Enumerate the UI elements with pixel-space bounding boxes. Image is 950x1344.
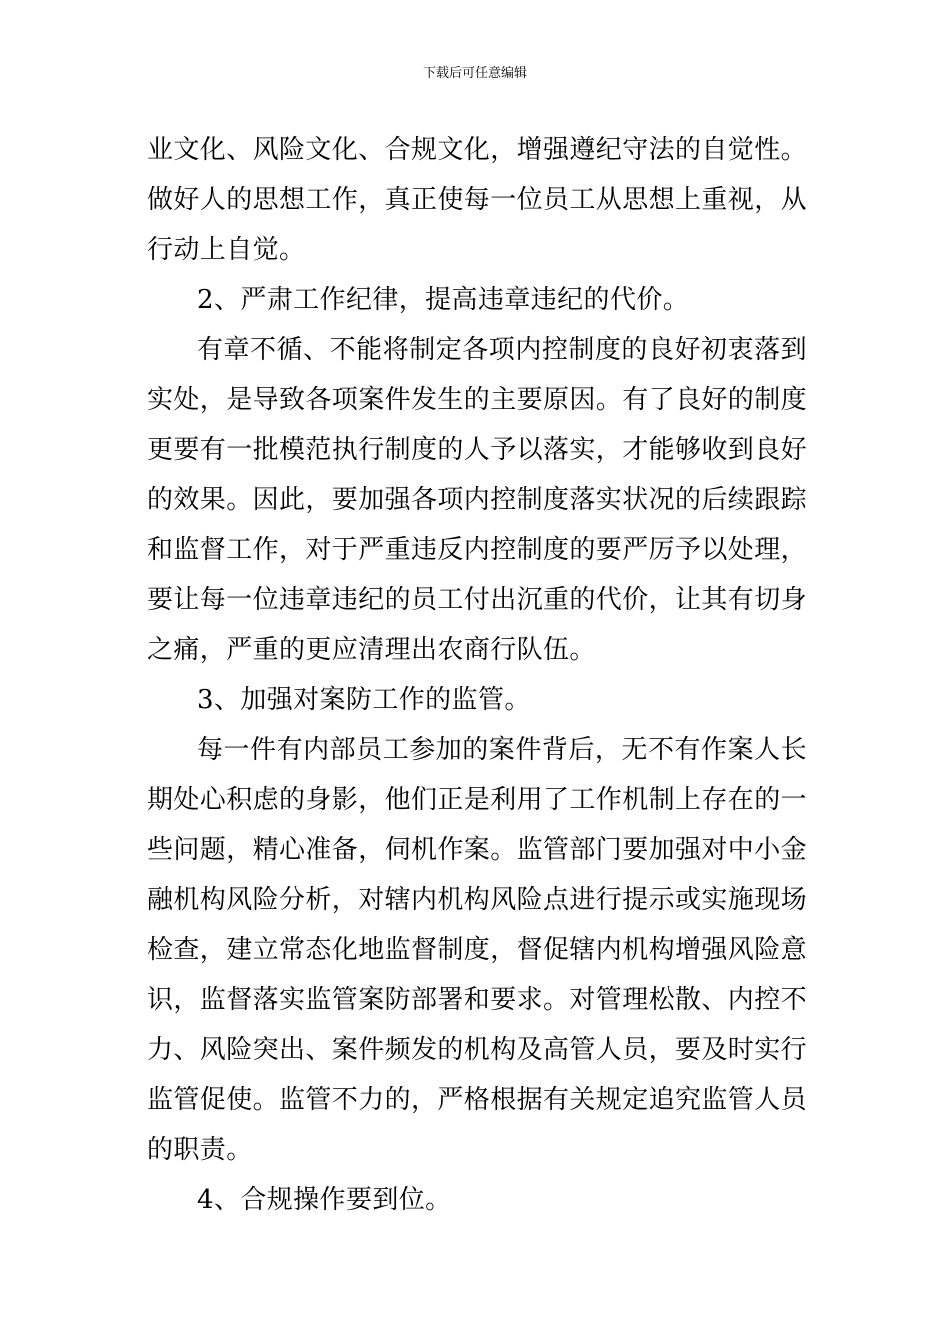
- text-line: 期处心积虑的身影，他们正是利用了工作机制上存在的一: [147, 785, 808, 815]
- text-line: 融机构风险分析，对辖内机构风险点进行提示或实施现场: [147, 885, 808, 915]
- text-line: 要让每一位违章违纪的员工付出沉重的代价，让其有切身: [147, 585, 808, 615]
- text-line: 行动上自觉。: [147, 235, 306, 265]
- section-heading: 2、严肃工作纪律，提高违章违纪的代价。: [197, 285, 690, 315]
- text-line: 实处，是导致各项案件发生的主要原因。有了良好的制度: [147, 385, 808, 415]
- text-line: 的效果。因此，要加强各项内控制度落实状况的后续跟踪: [147, 485, 808, 515]
- text-line: 业文化、风险文化、合规文化，增强遵纪守法的自觉性。: [147, 135, 808, 165]
- text-line: 每一件有内部员工参加的案件背后，无不有作案人长: [197, 735, 807, 765]
- text-line: 检查，建立常态化地监督制度，督促辖内机构增强风险意: [147, 935, 808, 965]
- text-line: 的职责。: [147, 1135, 253, 1165]
- section-heading: 3、加强对案防工作的监管。: [197, 685, 531, 715]
- section-heading: 4、合规操作要到位。: [197, 1185, 452, 1215]
- text-line: 些问题，精心准备，伺机作案。监管部门要加强对中小金: [147, 835, 808, 865]
- page-header: 下载后可任意编辑: [422, 66, 527, 81]
- text-line: 识，监督落实监管案防部署和要求。对管理松散、内控不: [147, 985, 808, 1015]
- text-line: 有章不循、不能将制定各项内控制度的良好初衷落到: [197, 335, 807, 365]
- text-line: 更要有一批模范执行制度的人予以落实，才能够收到良好: [147, 435, 808, 465]
- text-line: 做好人的思想工作，真正使每一位员工从思想上重视，从: [147, 185, 808, 215]
- text-line: 力、风险突出、案件频发的机构及高管人员，要及时实行: [147, 1035, 808, 1065]
- text-line: 和监督工作，对于严重违反内控制度的要严厉予以处理，: [147, 535, 808, 565]
- text-line: 之痛，严重的更应清理出农商行队伍。: [147, 635, 596, 665]
- text-line: 监管促使。监管不力的，严格根据有关规定追究监管人员: [147, 1085, 808, 1115]
